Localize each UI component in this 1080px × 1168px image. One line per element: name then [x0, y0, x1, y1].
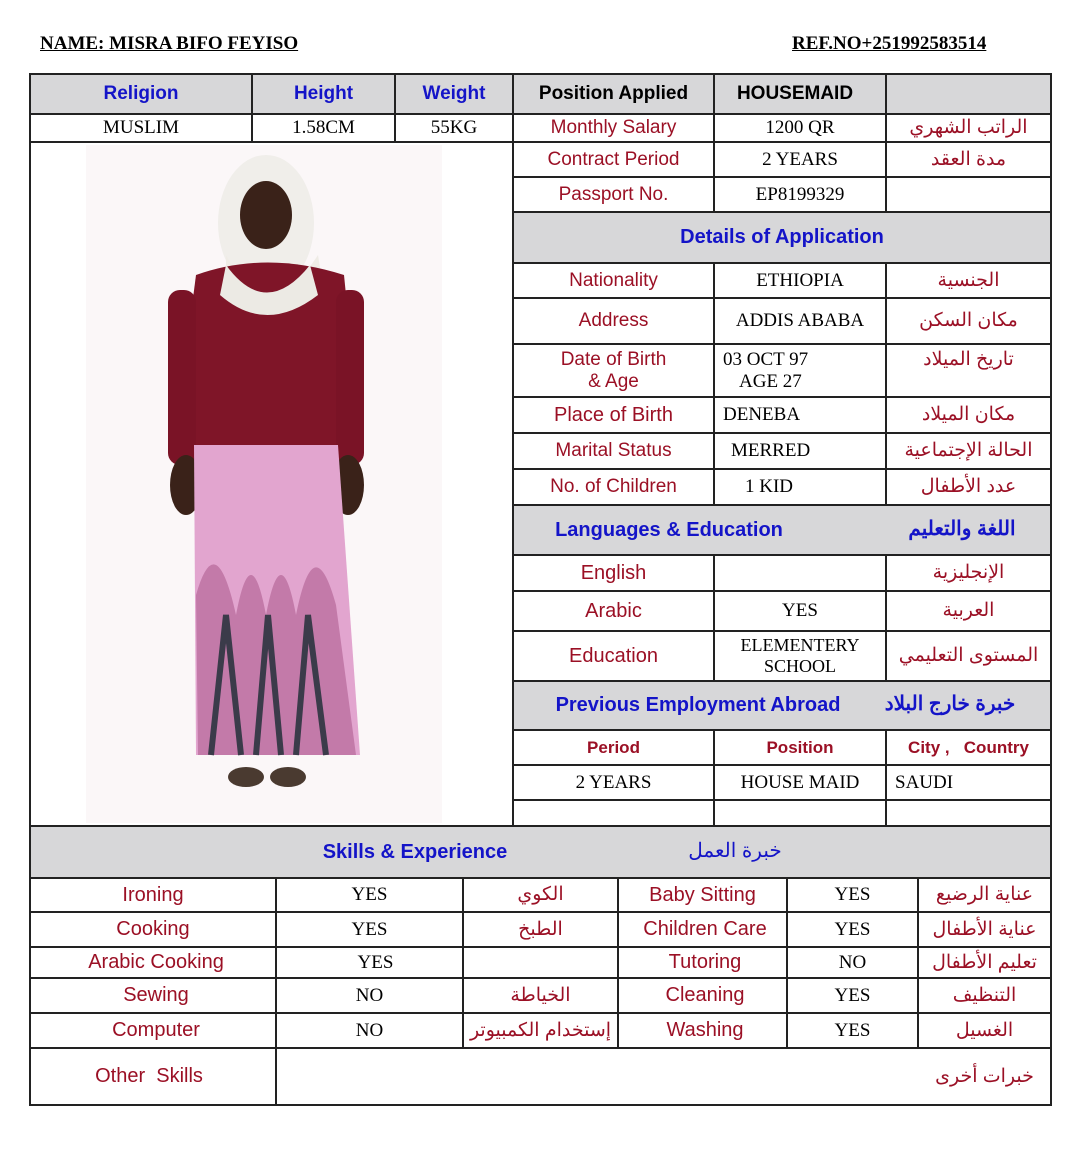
- address-label: Address: [578, 310, 649, 332]
- education-arabic: المستوى التعليمي: [898, 645, 1039, 667]
- skills-title: Skills & Experience: [322, 840, 508, 863]
- languages-title-arabic: اللغة والتعليم: [908, 517, 1016, 540]
- skill-children-care-value: YES: [834, 918, 871, 940]
- arabic-label: Arabic: [585, 599, 642, 622]
- skill-ironing-label: Ironing: [122, 883, 184, 906]
- skill-children-care-label: Children Care: [643, 918, 767, 940]
- education-label: Education: [569, 644, 658, 667]
- dob-arabic: تاريخ الميلاد: [923, 349, 1014, 371]
- dob-date: 03 OCT 97: [723, 348, 809, 370]
- details-title: Details of Application: [680, 226, 884, 248]
- contract-period-arabic: مدة العقد: [930, 148, 1007, 170]
- contract-period-label: Contract Period: [547, 148, 680, 170]
- skill-computer-label: Computer: [112, 1019, 200, 1041]
- weight-label: Weight: [422, 83, 486, 105]
- skill-cooking-arabic: الطبخ: [518, 918, 563, 940]
- skill-arabic-cooking-label: Arabic Cooking: [88, 951, 224, 973]
- skill-cleaning-arabic: التنظيف: [952, 984, 1017, 1006]
- skill-cleaning-label: Cleaning: [665, 984, 745, 1006]
- other-skills-label: Other Skills: [95, 1065, 203, 1087]
- skill-arabic-cooking-value: YES: [357, 951, 394, 973]
- passport-label: Passport No.: [558, 183, 669, 205]
- height-value: 1.58CM: [292, 117, 355, 139]
- skill-computer-arabic: إستخدام الكمبيوتر: [469, 1019, 612, 1041]
- english-value: [715, 556, 885, 590]
- position-applied-value: HOUSEMAID: [736, 83, 854, 105]
- candidate-photo: [86, 145, 442, 823]
- skill-washing-label: Washing: [666, 1019, 744, 1041]
- employment-title: Previous Employment Abroad: [555, 693, 841, 716]
- employment-title-arabic: خبرة خارج البلاد: [884, 692, 1016, 715]
- city-country-header: City , Country: [908, 737, 1029, 757]
- skill-baby-sitting-label: Baby Sitting: [649, 883, 756, 906]
- religion-label: Religion: [103, 83, 179, 105]
- skill-cleaning-value: YES: [834, 984, 871, 1006]
- skill-arabic-cooking-arabic: [464, 948, 617, 977]
- skill-baby-sitting-arabic: عناية الرضيع: [935, 884, 1034, 906]
- reference-number: REF.NO+251992583514: [792, 33, 987, 54]
- nationality-value: ETHIOPIA: [756, 269, 844, 291]
- address-arabic: مكان السكن: [919, 310, 1018, 332]
- education-line2: SCHOOL: [763, 656, 836, 676]
- height-label: Height: [293, 83, 354, 105]
- employment-city: SAUDI: [895, 771, 954, 793]
- skill-ironing-value: YES: [351, 884, 388, 906]
- dob-label-line2: & Age: [588, 370, 639, 392]
- period-header: Period: [587, 737, 640, 757]
- religion-value: MUSLIM: [102, 117, 179, 139]
- place-of-birth-arabic: مكان الميلاد: [921, 404, 1016, 426]
- place-of-birth-value: DENEBA: [723, 404, 801, 426]
- skill-tutoring-arabic: تعليم الأطفال: [932, 951, 1037, 973]
- candidate-name: NAME: MISRA BIFO FEYISO: [40, 33, 299, 54]
- place-of-birth-label: Place of Birth: [554, 403, 673, 426]
- skills-title-arabic: خبرة العمل: [688, 839, 782, 862]
- skill-sewing-value: NO: [355, 984, 384, 1006]
- arabic-arabic: العربية: [942, 600, 995, 622]
- arabic-value: YES: [782, 600, 818, 622]
- children-arabic: عدد الأطفال: [920, 476, 1017, 498]
- skill-sewing-arabic: الخياطة: [510, 984, 571, 1006]
- position-applied-label: Position Applied: [538, 83, 689, 105]
- skill-computer-value: NO: [355, 1019, 384, 1041]
- dob-age: AGE 27: [739, 370, 802, 392]
- address-value: ADDIS ABABA: [735, 310, 865, 332]
- english-label: English: [580, 561, 647, 584]
- languages-title: Languages & Education: [555, 518, 783, 541]
- children-label: No. of Children: [550, 476, 677, 498]
- skill-sewing-label: Sewing: [123, 984, 189, 1006]
- skill-washing-value: YES: [834, 1019, 871, 1041]
- monthly-salary-value: 1200 QR: [765, 117, 835, 139]
- english-arabic: الإنجليزية: [932, 562, 1005, 584]
- passport-value: EP8199329: [755, 183, 845, 205]
- contract-period-value: 2 YEARS: [762, 148, 838, 170]
- skill-baby-sitting-value: YES: [834, 884, 871, 906]
- skill-children-care-arabic: عناية الأطفال: [932, 918, 1037, 940]
- children-value: 1 KID: [745, 476, 794, 498]
- nationality-label: Nationality: [569, 269, 658, 291]
- monthly-salary-arabic: الراتب الشهري: [909, 117, 1028, 139]
- skill-washing-arabic: الغسيل: [955, 1019, 1014, 1041]
- employment-position: HOUSE MAID: [740, 771, 860, 793]
- skill-cooking-label: Cooking: [116, 918, 190, 940]
- skills-band: [31, 827, 1050, 877]
- nationality-arabic: الجنسية: [937, 269, 1000, 291]
- skill-cooking-value: YES: [351, 918, 388, 940]
- weight-value: 55KG: [430, 117, 478, 139]
- dob-label-line1: Date of Birth: [560, 348, 667, 370]
- dob-label: [514, 345, 713, 396]
- other-skills-value: [277, 1049, 917, 1104]
- person-photo-icon: [86, 145, 442, 823]
- employment-period: 2 YEARS: [575, 771, 652, 793]
- marital-status-arabic: الحالة الإجتماعية: [904, 440, 1033, 462]
- dob-value: [715, 345, 885, 396]
- skill-tutoring-label: Tutoring: [668, 951, 742, 973]
- other-skills-arabic: خبرات أخرى: [935, 1065, 1034, 1087]
- monthly-salary-label: Monthly Salary: [550, 117, 677, 139]
- marital-status-label: Marital Status: [555, 440, 672, 462]
- marital-status-value: MERRED: [731, 440, 811, 462]
- education-value: [715, 632, 885, 680]
- skill-tutoring-value: NO: [838, 951, 867, 973]
- skill-ironing-arabic: الكوي: [517, 884, 564, 906]
- education-line1: ELEMENTERY: [740, 635, 860, 656]
- position-header: Position: [766, 737, 834, 757]
